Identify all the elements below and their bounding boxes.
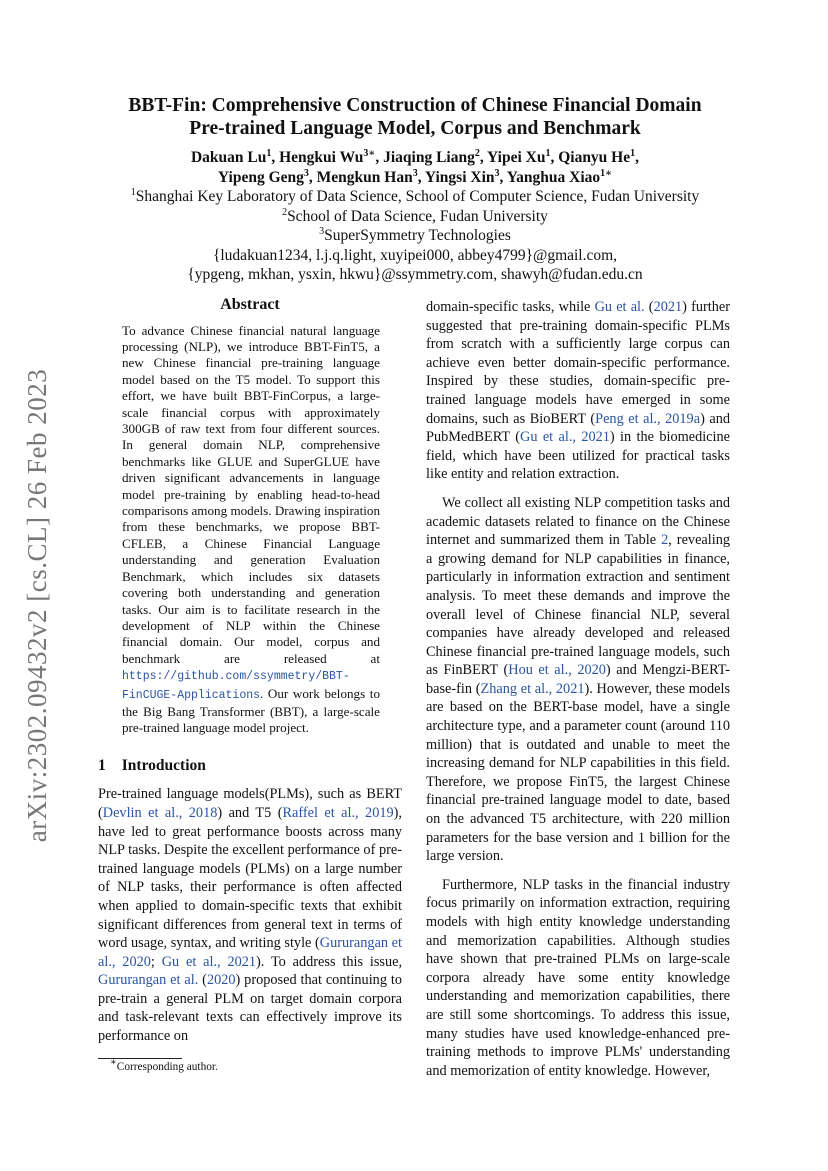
text-run: ). However, these models are based on the BERT-base model, have a single architecture type, and a parameter count (around 110 million) that is outdated and unable to meet the increasing demand for NLP capabilities in this field. Therefore, we propose FinT5, the largest Chinese financial pre-trained language model to date, based on the advanced T5 architecture, with 220 million parameters for the base version and 1 billion for the large version. (426, 680, 731, 865)
author-name: Dakuan Lu (190, 149, 267, 166)
footnote-mark: ∗ (110, 1057, 117, 1069)
author-sup: ∗ (368, 147, 376, 159)
affiliation-2 (90, 207, 740, 227)
text-run: domain-specific tasks, while (426, 299, 595, 315)
author-sup: 1 (545, 147, 551, 159)
section-heading-introduction (98, 757, 402, 776)
email-line-2: {ypgeng, mkhan, ysxin, hkwu}@ssymmetry.com, shawyh@fudan.edu.cn (187, 266, 643, 283)
citation-link[interactable]: Gu et al. (594, 299, 645, 315)
author-sup: 3 (412, 167, 418, 179)
intro-paragraph-2 (426, 494, 730, 866)
section-title: Introduction (121, 756, 206, 774)
text-run: ) in the biomedicine field, which have been utilized for practical tasks like entity and relation extraction. (426, 429, 730, 483)
title-line-2: Pre-trained Language Model, Corpus and Benchmark (189, 118, 641, 139)
text-run: ) further suggested that pre-training domain-specific PLMs from scratch with a sufficiently large corpus can achieve even better domain-specific performance. Inspired by these studies, domain-specific pre-trained language models have emerged in some domains, such as BioBERT ( (426, 299, 730, 427)
author-name: Yanghua Xiao (506, 169, 601, 186)
citation-link[interactable]: Gu et al., 2021 (161, 953, 257, 970)
affiliation-sup: 3 (319, 225, 325, 237)
title-line-1: BBT-Fin: Comprehensive Construction of Chinese Financial Domain (128, 95, 702, 116)
author-name: Jiaqing Liang (383, 149, 475, 166)
github-link[interactable]: https://github.com/ssymmetry/BBT-FinCUGE-Applications (122, 670, 350, 702)
left-column (98, 296, 402, 1046)
paper-title (90, 94, 740, 140)
affiliation-sup: 1 (130, 186, 136, 198)
abstract-text-part: . Our work belongs to the Big Bang Transformer (BBT), a large-scale pre-trained language model project. (122, 685, 380, 736)
text-run: ) and PubMedBERT ( (426, 410, 731, 446)
citation-link[interactable]: Raffel et al., 2019 (282, 804, 394, 821)
citation-link[interactable]: Gu et al., 2021 (520, 429, 610, 446)
author-name: Hengkui Wu (279, 149, 364, 166)
citation-link[interactable]: Gururangan et al., 2020 (98, 935, 402, 970)
abstract-text-part: To advance Chinese financial natural language processing (NLP), we introduce BBT-FinT5, a new Chinese financial pre-training language model based on the T5 model. To support this effort, we have built BBT-FinCorpus, a large-scale financial corpus with approximately 300GB of raw text from four different sources. In general domain NLP, comprehensive benchmarks like GLUE and SuperGLUE have driven significant advancements in language model pre-training by enabling head-to-head comparisons among models. Drawing inspiration from these benchmarks, we propose BBT-CFLEB, a Chinese Financial Language understanding and generation Evaluation Benchmark, which includes six datasets covering both understanding and generation tasks. Our aim is to facilitate research in the development of NLP within the Chinese financial domain. Our model, corpus and benchmark are released at (122, 322, 380, 666)
text-run: ) and Mengzi-BERT-base-fin ( (426, 662, 730, 697)
author-sup: 3 (303, 167, 309, 179)
author-sup: 3 (363, 147, 369, 159)
author-list (90, 148, 740, 188)
author-sup: 1∗ (600, 167, 613, 179)
affiliations (90, 187, 740, 285)
text-run: ) and T5 ( (217, 804, 283, 821)
citation-link[interactable]: Devlin et al., 2018 (102, 804, 218, 821)
abstract-heading: Abstract (220, 296, 280, 313)
affiliation-1 (90, 187, 740, 207)
intro-paragraph-1-continued (426, 298, 730, 484)
abstract-text (98, 323, 402, 737)
author-sup: 1 (630, 147, 636, 159)
footnote-text: Corresponding author. (116, 1061, 218, 1073)
arxiv-identifier-text: arXiv:2302.09432v2 [cs.CL] 26 Feb 2023 (22, 368, 53, 842)
author-line-1: Dakuan Lu$^1$, Hengkui $Wu^{3∗}$, Jiaqing Liang$^2$, Yipei Xu$^1$, Qianyu He$^1$, (190, 147, 639, 166)
text-run: ) proposed that continuing to pre-train a general PLM on target domain corpora and task-relevant texts can effectively improve its performance on (98, 972, 402, 1045)
affiliation-text: SuperSymmetry Technologies (324, 227, 511, 244)
right-column (426, 298, 730, 1080)
affiliation-text: School of Data Science, Fudan University (287, 207, 548, 225)
text-run: Pre-trained language models(PLMs), such as BERT ( (98, 786, 402, 821)
text-run: ), have led to great performance boosts across many NLP tasks. Despite the excellent performance of pre-trained language models (PLMs) on a large number of NLP tasks, their performance is often affected when applied to domain-specific texts that exhibit significant differences from general text in terms of word usage, syntax, and writing style ( (98, 804, 402, 952)
text-run: We collect all existing NLP competition tasks and academic datasets related to finance on the Chinese internet and summarized them in Table (426, 494, 730, 549)
text-run: ( (644, 299, 654, 315)
text-run: , revealing a growing demand for NLP capabilities in finance, particularly in information extraction and sentiment analysis. To meet these demands and improve the overall level of Chinese financial NLP, several companies have already developed and released Chinese financial pre-trained language models, such as FinBERT ( (426, 532, 730, 679)
arxiv-identifier (16, 360, 60, 850)
author-sup: 3 (494, 167, 500, 179)
citation-link[interactable]: Zhang et al., 2021 (480, 680, 585, 697)
footnote (110, 1057, 218, 1073)
citation-link[interactable]: 2020 (206, 972, 236, 989)
text-run: ( (198, 972, 207, 989)
text-run: ; (150, 953, 162, 970)
author-name: Yingsi Xin (424, 169, 495, 186)
citation-link[interactable]: 2021 (653, 299, 683, 315)
citation-link[interactable]: Gururangan et al. (98, 972, 199, 989)
author-name: Mengkun Han (316, 169, 413, 186)
author-name: Yipeng Geng (217, 169, 304, 186)
affiliation-3 (90, 226, 740, 246)
citation-link[interactable]: Hou et al., 2020 (508, 662, 606, 679)
author-name: Qianyu He (558, 149, 631, 166)
author-name: Yipei Xu (487, 149, 546, 166)
citation-link[interactable]: Peng et al., 2019a (595, 410, 701, 427)
table-reference-link[interactable]: 2 (661, 532, 669, 549)
author-sup: 2 (474, 147, 480, 159)
author-sup: 1 (266, 147, 272, 159)
text-run: ). To address this issue, (256, 953, 403, 970)
intro-paragraph-1 (98, 785, 402, 1045)
affiliation-sup: 2 (282, 206, 288, 218)
section-number: 1 (98, 756, 106, 774)
email-line-1: {ludakuan1234, l.j.q.light, xuyipei000, abbey4799}@gmail.com, (212, 246, 618, 264)
affiliation-text: Shanghai Key Laboratory of Data Science, School of Computer Science, Fudan University (135, 188, 700, 205)
author-line-2: Yipeng Geng$^3$, Mengkun Han$^3$, Yingsi Xin$^3$, Yanghua Xiao$^{1∗}$ (217, 167, 613, 186)
intro-paragraph-3: Furthermore, NLP tasks in the financial industry focus primarily on information extraction, requiring models with high entity knowledge understanding and memorization capabilities. Although studies have shown that pre-trained PLMs on large-scale corpora already have some entity knowledge understanding and memorization capabilities, there are still some shortcomings. To address this issue, many studies have used knowledge-enhanced pre-training methods to improve PLMs' understanding and memorization of entity knowledge. However, (426, 876, 730, 1079)
